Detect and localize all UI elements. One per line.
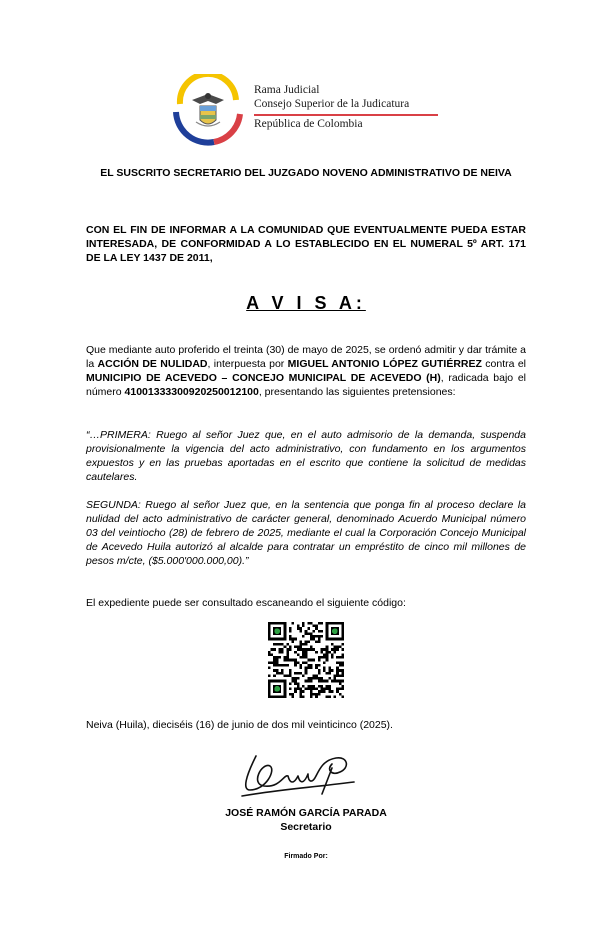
signer-name: JOSÉ RAMÓN GARCÍA PARADA <box>225 807 387 819</box>
notice-text-4: , radicada bajo el número <box>86 372 526 398</box>
document-heading: EL SUSCRITO SECRETARIO DEL JUZGADO NOVENO ADMINISTRATIVO DE NEIVA <box>100 167 512 179</box>
rama-judicial-logo <box>170 74 246 146</box>
consult-text: El expediente puede ser consultado escaneando el siguiente código: <box>86 597 406 609</box>
document-title: A V I S A: <box>246 293 366 313</box>
claim-first: “…PRIMERA: Ruego al señor Juez que, en el auto admisorio de la demanda, suspenda provisionalmente la vigencia del acto administrativo, con fundamento en los argumentos expuestos y en las pruebas aportadas en el escrito que contiene la solicitud de medidas cautelares. <box>86 429 526 483</box>
signer-role: Secretario <box>280 821 332 833</box>
coat-of-arms-icon <box>192 93 224 126</box>
letterhead-line-1: Rama Judicial <box>254 84 320 96</box>
letterhead-divider <box>254 114 438 116</box>
case-number: 41001333300920250012100 <box>124 386 259 398</box>
letterhead-line-2: Consejo Superior de la Judicatura <box>254 97 410 110</box>
plaintiff-name: MIGUEL ANTONIO LÓPEZ GUTIÉRREZ <box>287 358 482 370</box>
notice-text-2: , interpuesta por <box>207 358 288 370</box>
claim-second: SEGUNDA: Ruego al señor Juez que, en la sentencia que ponga fin al proceso declare la nulidad del acto administrativo de carácter general, denominado Acuerdo Municipal número 03 del veintiocho (28) de febrero de 2025, mediante el cual la Corporación Concejo Municipal de Acevedo Huila autorizó al alcalde para contratar un empréstito de cinco mil millones de pesos m/cte, ($5.000'000.000,00).” <box>86 499 526 567</box>
action-type: ACCIÓN DE NULIDAD <box>97 358 208 370</box>
letterhead-line-3: República de Colombia <box>254 118 363 130</box>
defendant-name: MUNICIPIO DE ACEVEDO – CONCEJO MUNICIPAL DE ACEVEDO (H) <box>86 372 441 384</box>
signed-by-label: Firmado Por: <box>284 853 328 860</box>
handwritten-signature <box>236 746 376 802</box>
notice-text-5: , presentando las siguientes pretensiones: <box>258 386 456 398</box>
notice-paragraph <box>86 343 526 399</box>
qr-code[interactable] <box>268 622 344 698</box>
notice-text-1: Que mediante auto proferido el treinta (30) de mayo de 2025, se ordenó admitir y dar trámite a la <box>86 344 526 370</box>
issue-date: Neiva (Huila), dieciséis (16) de junio de dos mil veinticinco (2025). <box>86 719 393 731</box>
intro-paragraph: CON EL FIN DE INFORMAR A LA COMUNIDAD QUE EVENTUALMENTE PUEDA ESTAR INTERESADA, DE CONFORMIDAD A LO ESTABLECIDO EN EL NUMERAL 5º ART. 171 DE LA LEY 1437 DE 2011, <box>86 224 526 264</box>
letterhead <box>254 84 438 132</box>
notice-text-3: contra el <box>481 358 527 370</box>
